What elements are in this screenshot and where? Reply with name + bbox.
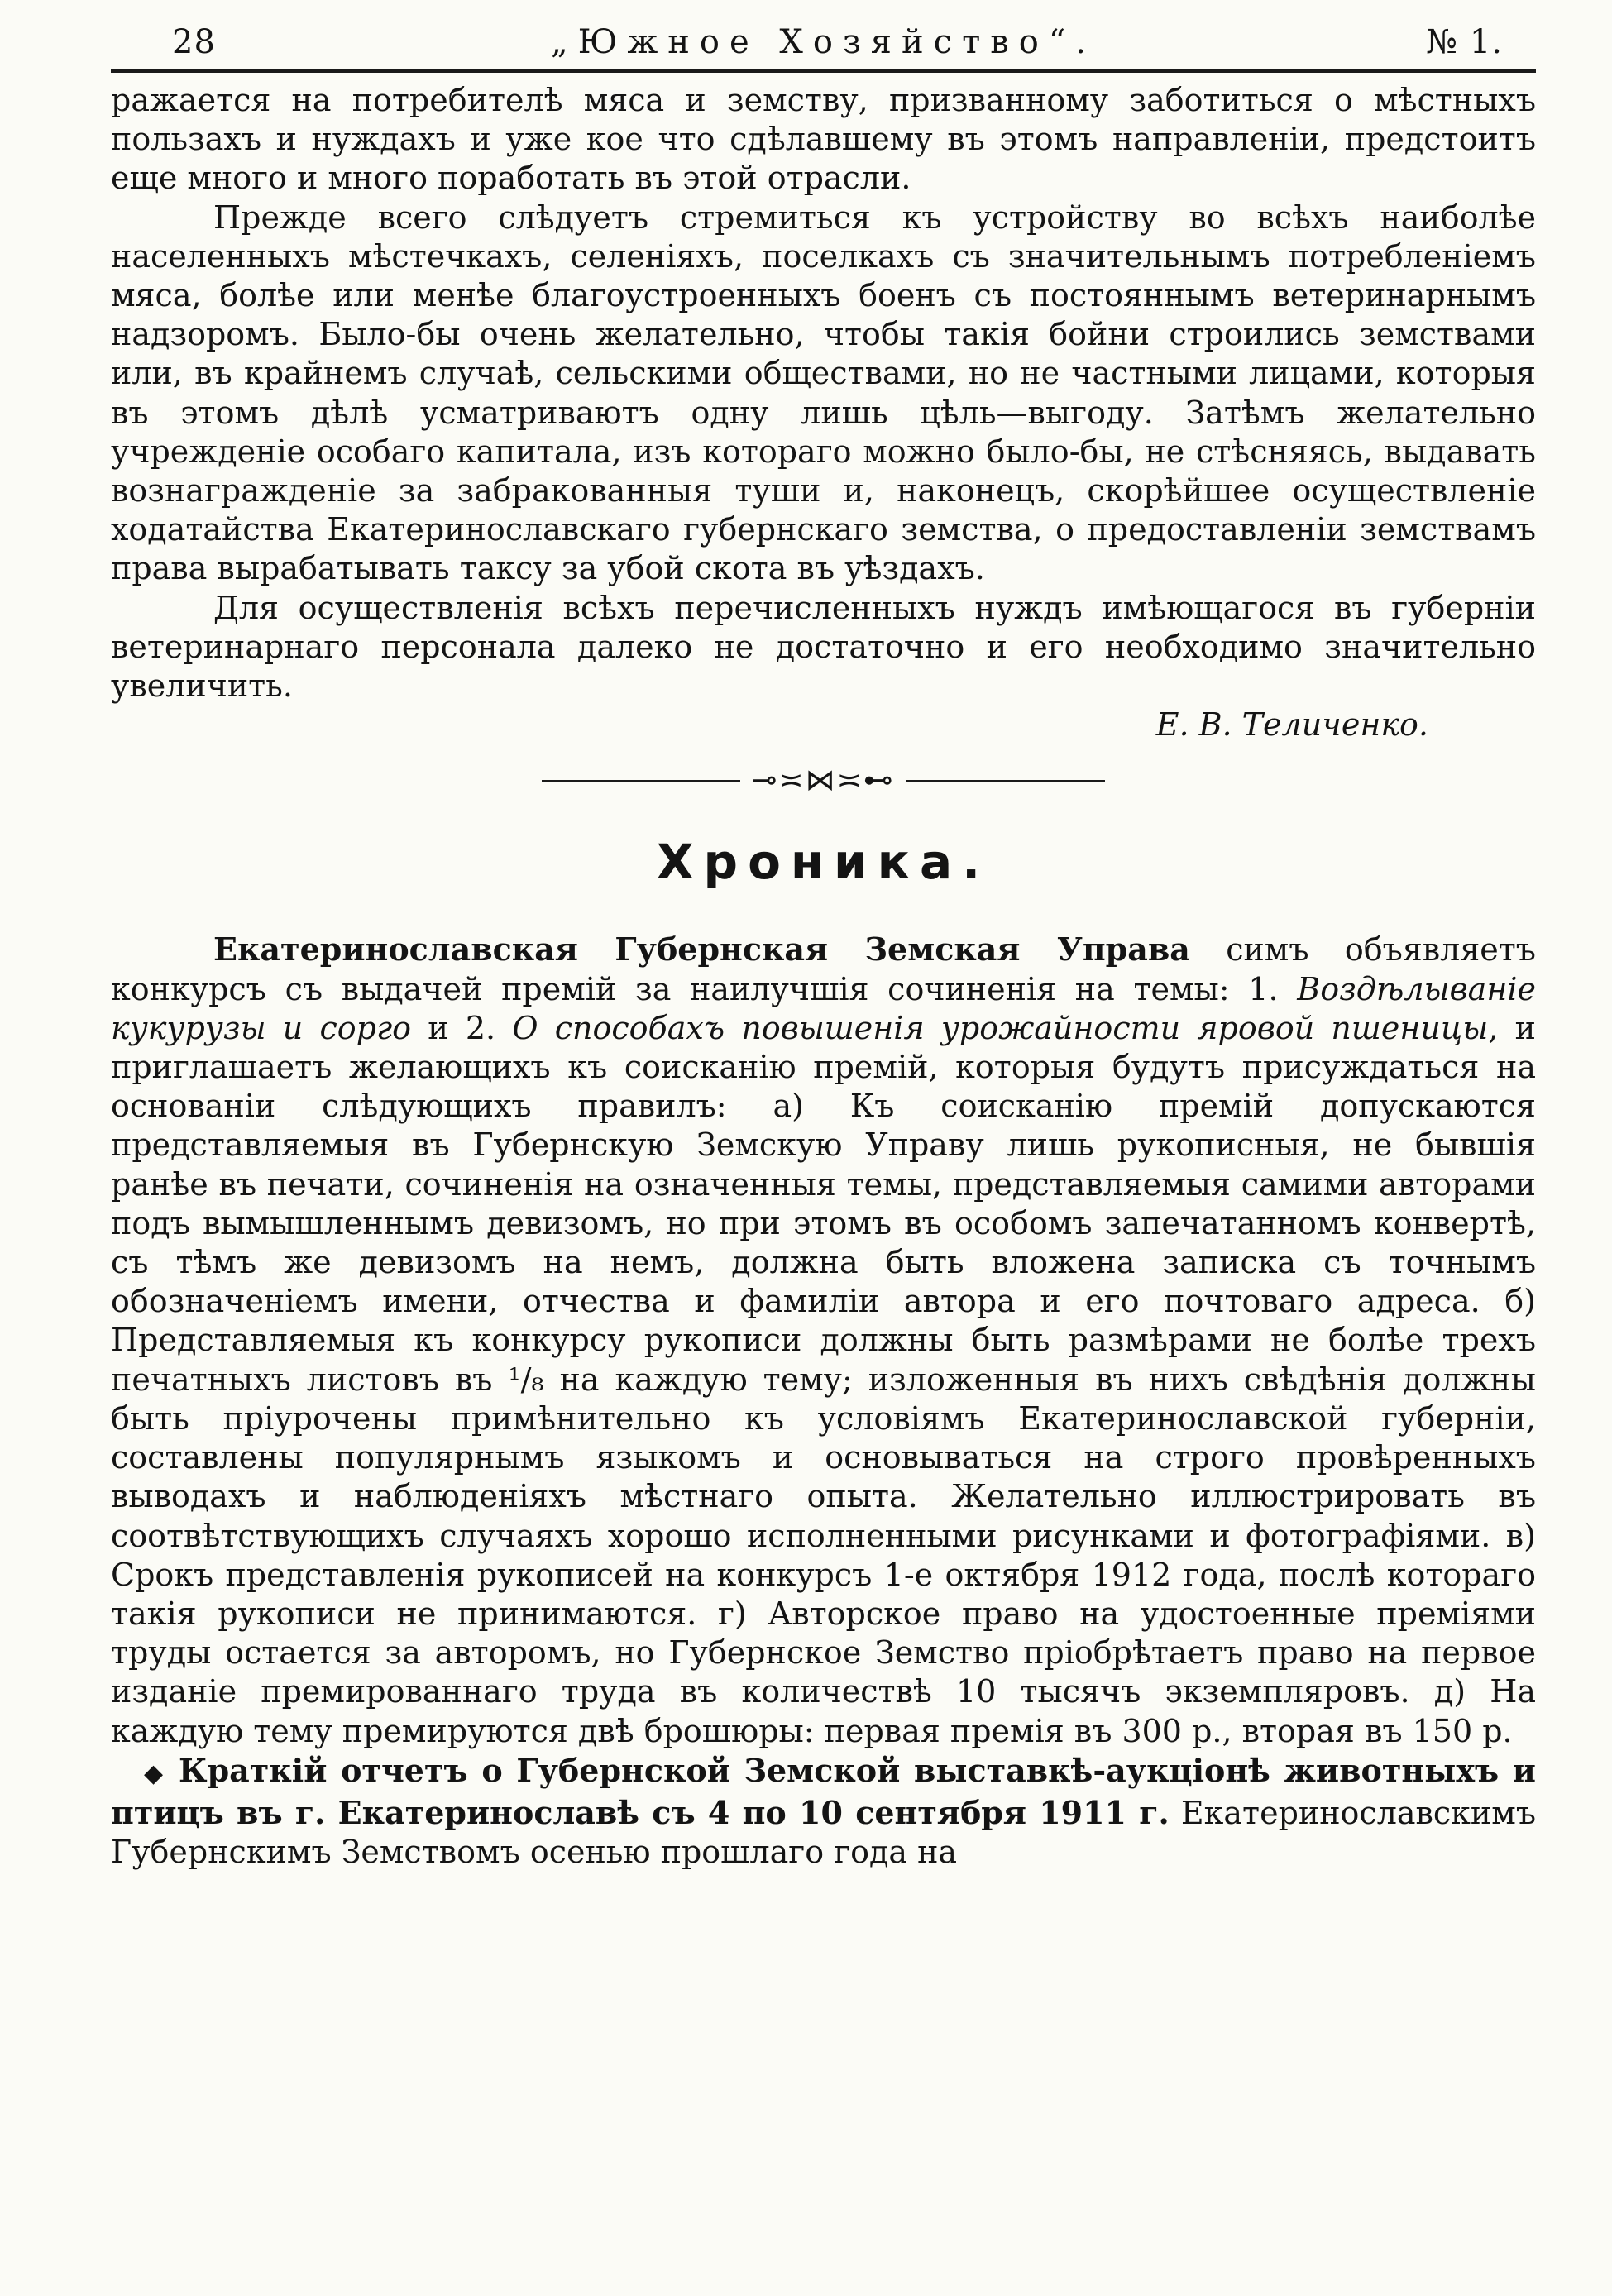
page-number: 28 [172, 23, 216, 61]
header-rule [111, 69, 1536, 73]
topic-title: О способахъ повышенія урожайности яровой пшеницы [512, 1009, 1489, 1046]
paragraph: ражается на потребителѣ мяса и земству, призванному заботиться о мѣстныхъ пользахъ и нуждахъ и уже кое что сдѣлавшему въ этомъ направленіи, предстоитъ еще много и много поработать въ этой отрасли. [111, 82, 1536, 197]
section-title: Хроника. [656, 834, 991, 891]
item-text: и 2. [411, 1009, 513, 1046]
issue-number: № 1. [1426, 23, 1503, 61]
item-marker-icon: ◆ [144, 1758, 166, 1788]
author-signature: Е. В. Теличенко. [1155, 706, 1428, 744]
article-end [111, 81, 1536, 744]
item-text: симъ объявляетъ конкурсъ съ выдачей премій за наилучшія сочиненія на темы: 1. [111, 931, 1536, 1007]
item-text: Екатеринославскимъ Губернскимъ Земствомъ осенью прошлаго года на [111, 1794, 1536, 1871]
item-text: , и приглашаетъ желающихъ къ соисканію премій, которыя будутъ присуждаться на основаніи слѣдующихъ правилъ: а) Къ соисканію премій допускаются представляемыя въ Губернскую Земскую Управу лишь рукописныя, не бывшія ранѣе въ печати, сочиненія на означенныя темы, представляемыя самими авторами подъ вымышленнымъ девизомъ, но при этомъ въ особомъ запечатанномъ конвертѣ, съ тѣмъ же девизомъ на немъ, должна быть вложена записка съ точнымъ обозначеніемъ имени, отчества и фамиліи автора и его почтоваго адреса. б) Представляемыя къ конкурсу рукописи должны быть размѣрами не болѣе трехъ печатныхъ листовъ въ ¹/₈ на каждую тему; изложенныя въ нихъ свѣдѣнія должны быть пріурочены примѣнительно къ условіямъ Екатеринославской губерніи, составлены популярнымъ языкомъ и основываться на строго провѣренныхъ выводахъ и наблюденіяхъ мѣстнаго опыта. Желательно иллюстрировать въ соотвѣтствующихъ случаяхъ хорошо исполненными рисунками и фотографіями. в) Срокъ представленія рукописей на конкурсъ 1-е октября 1912 года, послѣ котораго такія рукописи не принимаются. г) Авторское право на удостоенные преміями труды остается за авторомъ, но Губернское Земство пріобрѣтаетъ право на первое изданіе премированнаго труда въ количествѣ 10 тысячъ экземпляровъ. д) На каждую тему премируются двѣ брошюры: первая премія въ 300 р., вторая въ 150 р. [111, 1009, 1536, 1749]
paragraph: Для осуществленія всѣхъ перечисленныхъ нуждъ имѣющагося въ губерніи ветеринарнаго персонала далеко не достаточно и его необходимо значительно увеличить. [111, 589, 1536, 705]
ornament-icon: ⊸≍⋈≍⊷ [752, 763, 895, 798]
topic-title: Воздѣлываніе кукурузы и сорго [111, 970, 1536, 1046]
divider-line-left [542, 780, 740, 782]
chronicle [111, 930, 1536, 1872]
journal-title: „Южное Хозяйство“. [551, 23, 1096, 61]
chronicle-item [111, 930, 1536, 1750]
chronicle-item [111, 1751, 1536, 1873]
paragraph: Прежде всего слѣдуетъ стремиться къ устройству во всѣхъ наиболѣе населенныхъ мѣстечкахъ, селеніяхъ, поселкахъ съ значительнымъ потребленіемъ мяса, болѣе или менѣе благоустроенныхъ боенъ съ постояннымъ ветеринарнымъ надзоромъ. Было-бы очень желательно, чтобы такія бойни строились земствами или, въ крайнемъ случаѣ, сельскими обществами, но не частными лицами, которыя въ этомъ дѣлѣ усматриваютъ одну лишь цѣль—выгоду. Затѣмъ желательно учрежденіе особаго капитала, изъ котораго можно было-бы, не стѣсняясь, выдавать вознагражденіе за забракованныя туши и, наконецъ, скорѣйшее осуществленіе ходатайства Екатеринославскаго губернскаго земства, о предоставленіи земствамъ права вырабатывать таксу за убой скота въ уѣздахъ. [111, 199, 1536, 587]
item-lead: Екатеринославская Губернская Земская Управа [213, 930, 1190, 969]
divider-line-right [906, 780, 1105, 782]
item-lead: Краткій отчетъ о Губернской Земской выставкѣ-аукціонѣ животныхъ и птицъ въ г. Екатеринославѣ съ 4 по 10 сентября 1911 г. [111, 1751, 1536, 1831]
section-divider [111, 756, 1536, 806]
running-head [111, 15, 1536, 69]
